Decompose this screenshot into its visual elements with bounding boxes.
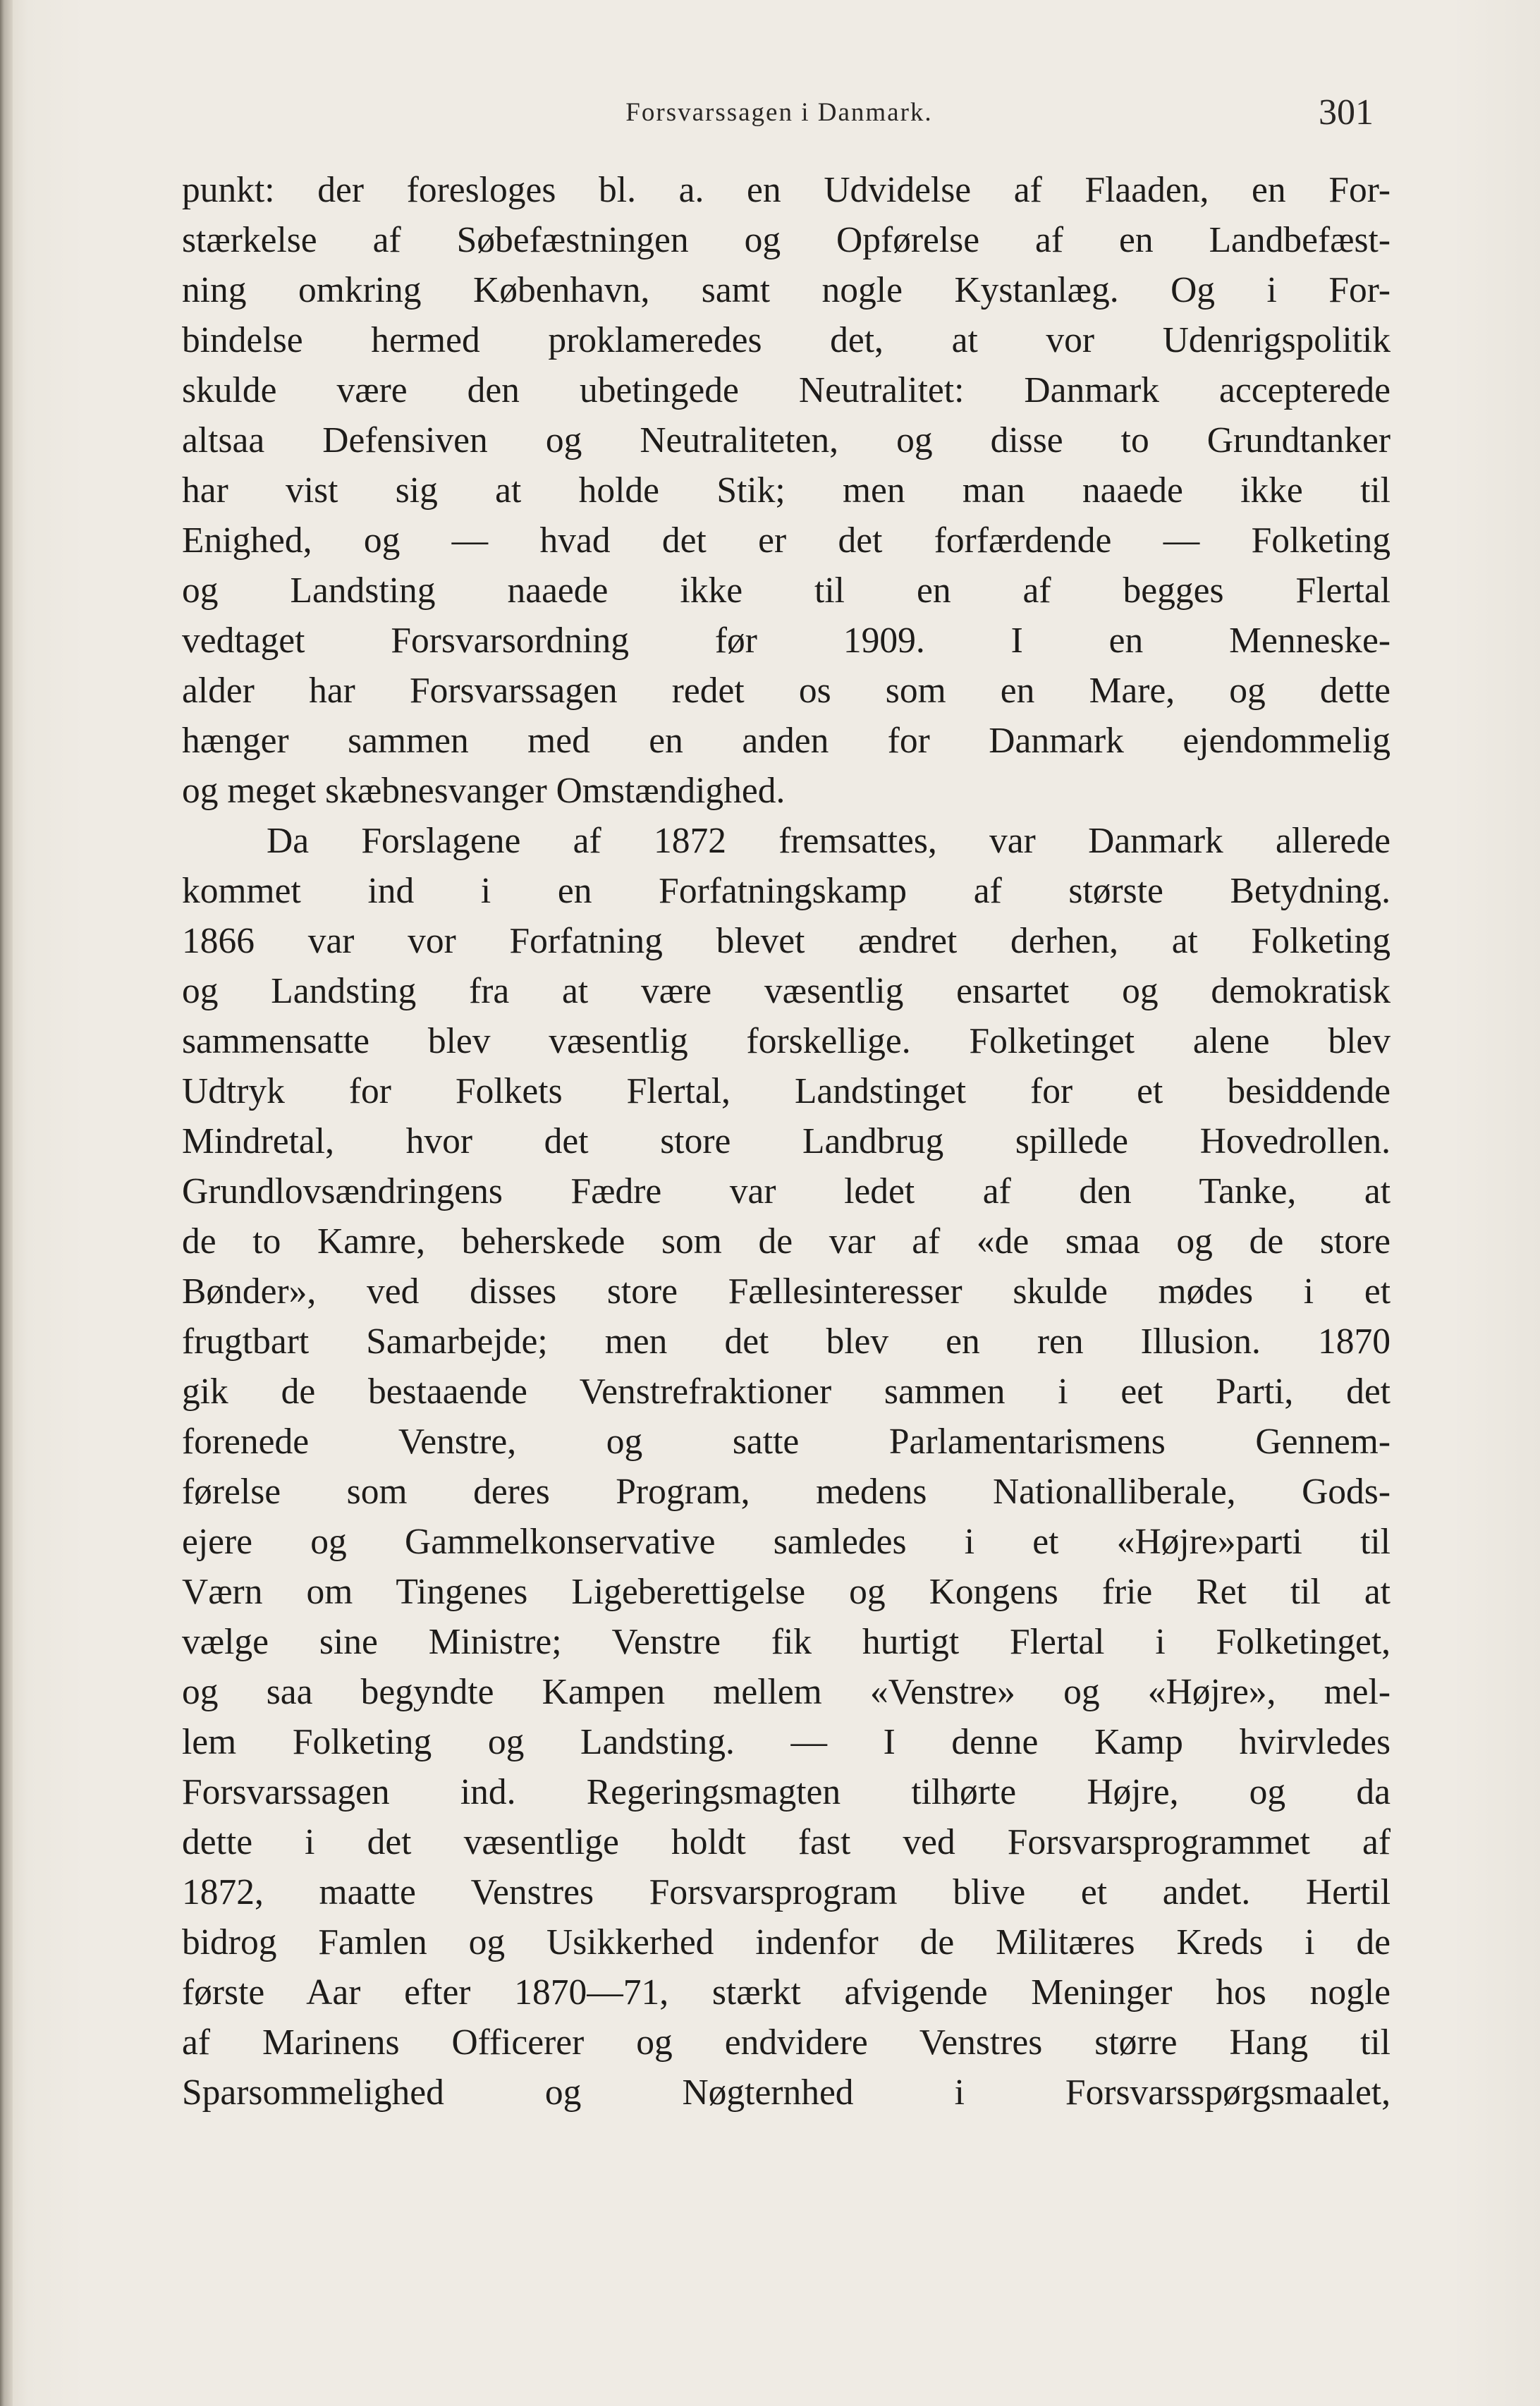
text-line: forenede Venstre, og satte Parlamentarismens Gennem- [182, 1422, 1391, 1462]
page-number: 301 [1319, 92, 1374, 133]
body-text [182, 165, 1391, 2118]
text-line: vedtaget Forsvarsordning før 1909. I en Menneske- [182, 621, 1391, 661]
text-line: første Aar efter 1870—71, stærkt afvigende Meninger hos nogle [182, 1972, 1391, 2013]
text-line: Bønder», ved disses store Fællesinteresser skulde mødes i et [182, 1271, 1391, 1312]
text-line: Udtryk for Folkets Flertal, Landstinget for et besiddende [182, 1071, 1391, 1111]
text-line: alder har Forsvarssagen redet os som en Mare, og dette [182, 671, 1391, 711]
text-line: Grundlovsændringens Fædre var ledet af den Tanke, at [182, 1171, 1391, 1211]
text-line: og saa begyndte Kampen mellem «Venstre» og «Højre», mel- [182, 1672, 1391, 1712]
text-line: bindelse hermed proklameredes det, at vor Udenrigspolitik [182, 320, 1391, 360]
text-line: og Landsting fra at være væsentlig ensartet og demokratisk [182, 971, 1391, 1011]
running-title: Forsvarssagen i Danmark. [625, 98, 933, 127]
page-header [185, 85, 1374, 141]
text-line: lem Folketing og Landsting. — I denne Kamp hvirvledes [182, 1722, 1391, 1762]
text-line: frugtbart Samarbejde; men det blev en ren Illusion. 1870 [182, 1321, 1391, 1362]
text-line: Da Forslagene af 1872 fremsattes, var Danmark allerede [267, 821, 1391, 861]
page-binding-edge [0, 0, 13, 2406]
text-line: Værn om Tingenes Ligeberettigelse og Kongens frie Ret til at [182, 1572, 1391, 1612]
text-line: stærkelse af Søbefæstningen og Opførelse af en Landbefæst- [182, 220, 1391, 260]
text-line: gik de bestaaende Venstrefraktioner sammen i eet Parti, det [182, 1372, 1391, 1412]
text-line: og meget skæbnesvanger Omstændighed. [182, 771, 786, 811]
text-line: dette i det væsentlige holdt fast ved Forsvarsprogrammet af [182, 1822, 1391, 1862]
text-line: ning omkring København, samt nogle Kystanlæg. Og i For- [182, 270, 1391, 310]
text-line: bidrog Famlen og Usikkerhed indenfor de Militæres Kreds i de [182, 1922, 1391, 1962]
text-line: 1872, maatte Venstres Forsvarsprogram blive et andet. Hertil [182, 1872, 1391, 1912]
text-line: vælge sine Ministre; Venstre fik hurtigt Flertal i Folketinget, [182, 1622, 1391, 1662]
text-line: punkt: der foresloges bl. a. en Udvidelse af Flaaden, en For- [182, 170, 1391, 210]
paragraph-2 [182, 816, 1391, 2118]
text-line: Enighed, og — hvad det er det forfærdende — Folketing [182, 520, 1391, 561]
text-line: førelse som deres Program, medens Nationalliberale, Gods- [182, 1472, 1391, 1512]
text-line: ejere og Gammelkonservative samledes i et «Højre»parti til [182, 1522, 1391, 1562]
text-line: og Landsting naaede ikke til en af begges Flertal [182, 570, 1391, 611]
text-line: har vist sig at holde Stik; men man naaede ikke til [182, 470, 1391, 511]
text-line: Mindretal, hvor det store Landbrug spillede Hovedrollen. [182, 1121, 1391, 1161]
paragraph-1 [182, 165, 1391, 816]
text-line: 1866 var vor Forfatning blevet ændret derhen, at Folketing [182, 921, 1391, 961]
text-line: skulde være den ubetingede Neutralitet: Danmark accepterede [182, 370, 1391, 410]
text-line: altsaa Defensiven og Neutraliteten, og disse to Grundtanker [182, 420, 1391, 460]
text-line: kommet ind i en Forfatningskamp af største Betydning. [182, 871, 1391, 911]
text-line: Forsvarssagen ind. Regeringsmagten tilhørte Højre, og da [182, 1772, 1391, 1812]
text-line: hænger sammen med en anden for Danmark ejendommelig [182, 721, 1391, 761]
text-line: de to Kamre, beherskede som de var af «de smaa og de store [182, 1221, 1391, 1262]
text-line: af Marinens Officerer og endvidere Venstres større Hang til [182, 2022, 1391, 2063]
text-line: sammensatte blev væsentlig forskellige. Folketinget alene blev [182, 1021, 1391, 1061]
text-line: Sparsommelighed og Nøgternhed i Forsvarsspørgsmaalet, [182, 2072, 1391, 2113]
